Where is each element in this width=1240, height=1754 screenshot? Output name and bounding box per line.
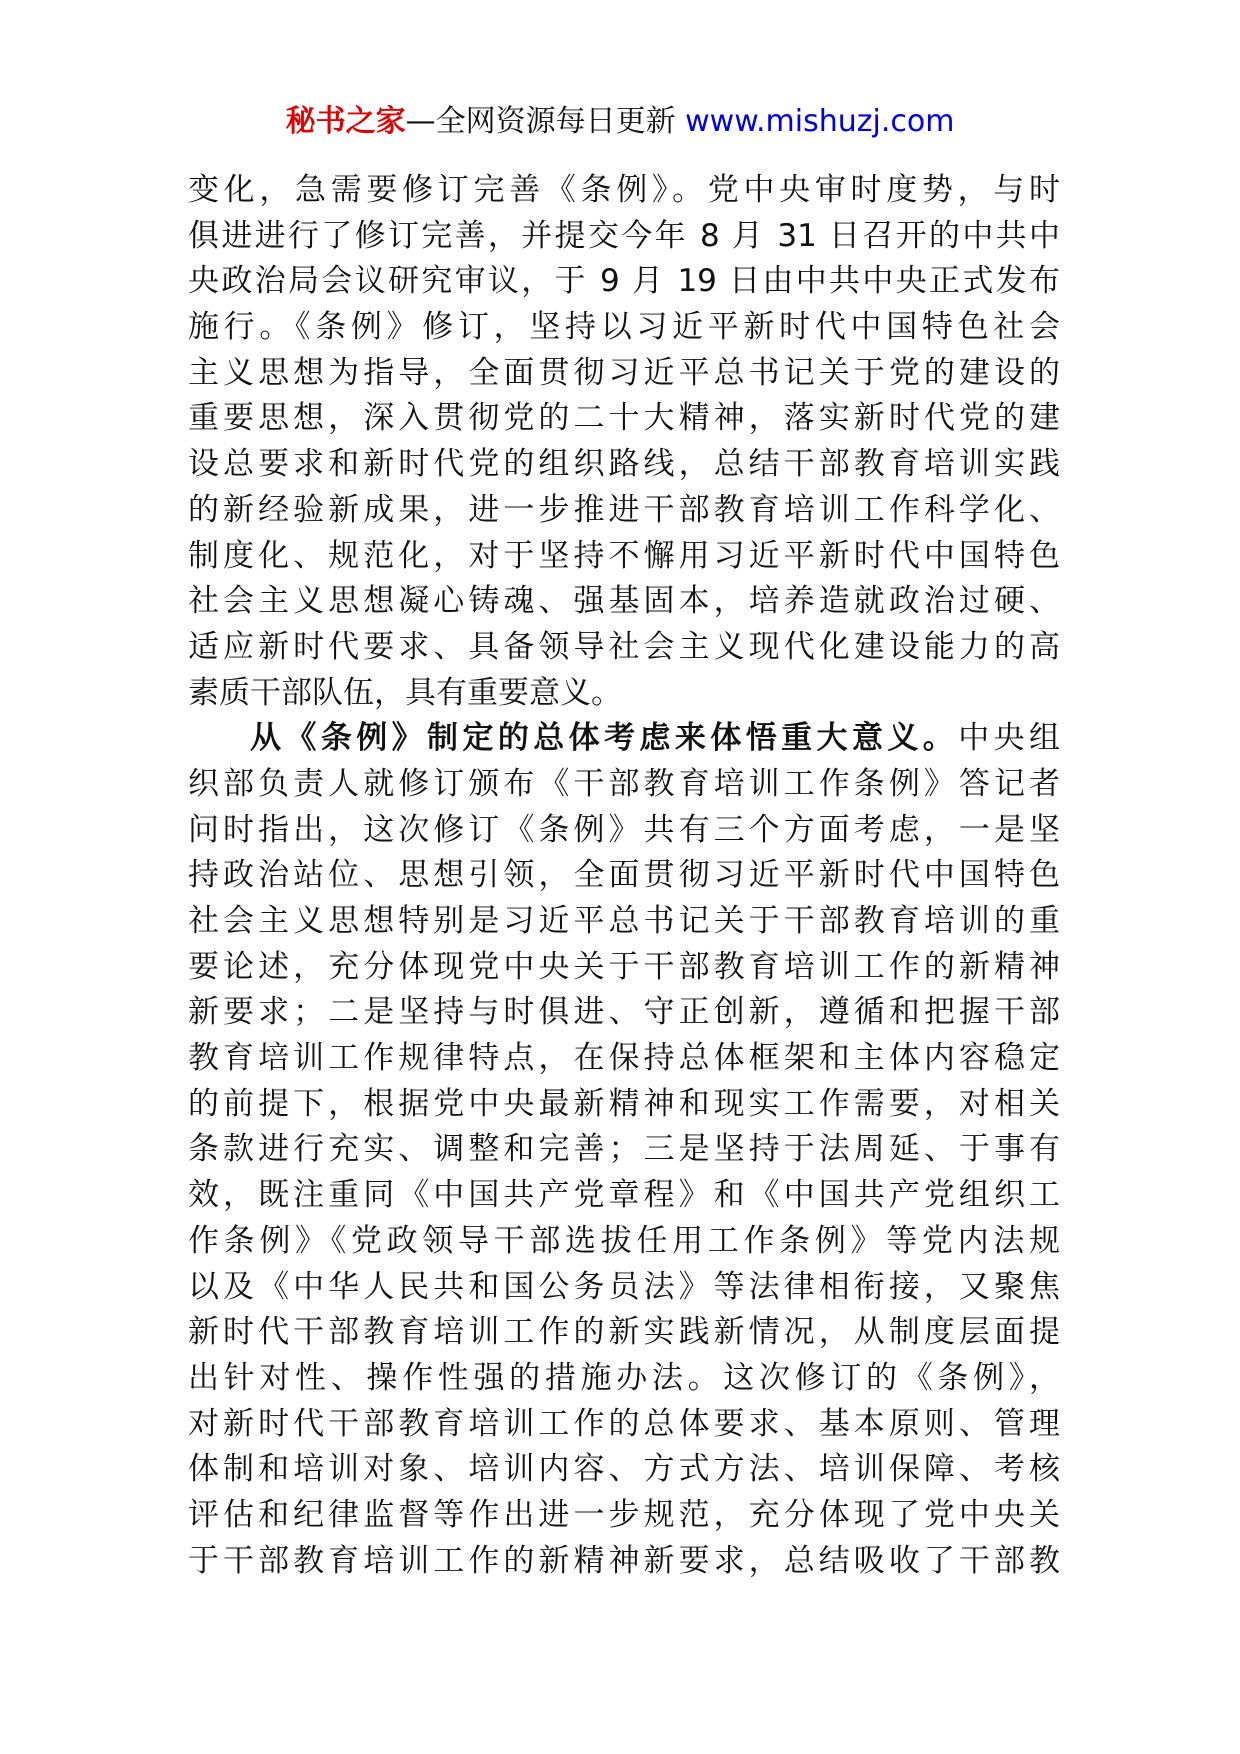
document-body <box>188 168 1060 1584</box>
text-line: 持政治站位、思想引领，全面贯彻习近平新时代中国特色 <box>188 857 1060 894</box>
text-line: 评估和纪律监督等作出进一步规范，充分体现了党中央关 <box>188 1496 1060 1533</box>
text-line: 的新经验新成果，进一步推进干部教育培训工作科学化、 <box>188 491 1060 528</box>
site-url-link[interactable]: www.mishuzj.com <box>685 104 955 139</box>
paragraph-heading: 从《条例》制定的总体考虑来体悟重大意义。 <box>250 720 959 757</box>
text-line: 问时指出，这次修订《条例》共有三个方面考虑，一是坚 <box>188 811 1060 848</box>
text-line: 效，既注重同《中国共产党章程》和《中国共产党组织工 <box>188 1177 1060 1214</box>
page-header <box>0 102 1240 142</box>
site-tagline: —全网资源每日更新 <box>405 104 676 139</box>
site-brand: 秘书之家 <box>285 104 406 139</box>
text-line: 对新时代干部教育培训工作的总体要求、基本原则、管理 <box>188 1405 1060 1442</box>
text-line: 施行。《条例》修订，坚持以习近平新时代中国特色社会 <box>188 309 1060 346</box>
text-line: 条款进行充实、调整和完善；三是坚持于法周延、于事有 <box>188 1131 1060 1168</box>
text-line: 俱进进行了修订完善，并提交今年 8 月 31 日召开的中共中 <box>188 217 1060 254</box>
text-line: 新要求；二是坚持与时俱进、守正创新，遵循和把握干部 <box>188 994 1060 1031</box>
text-line: 教育培训工作规律特点，在保持总体框架和主体内容稳定 <box>188 1040 1060 1077</box>
text-line: 重要思想，深入贯彻党的二十大精神，落实新时代党的建 <box>188 400 1060 437</box>
text-line: 社会主义思想特别是习近平总书记关于干部教育培训的重 <box>188 903 1060 939</box>
text-fragment: 中央组 <box>958 720 1061 757</box>
text-line: 织部负责人就修订颁布《干部教育培训工作条例》答记者 <box>188 765 1060 802</box>
text-line: 于干部教育培训工作的新精神新要求，总结吸收了干部教 <box>188 1542 1060 1579</box>
text-line: 的前提下，根据党中央最新精神和现实工作需要，对相关 <box>188 1085 1060 1122</box>
text-line: 央政治局会议研究审议，于 9 月 19 日由中共中央正式发布 <box>188 263 1060 300</box>
text-line-first <box>188 716 1060 762</box>
text-line: 出针对性、操作性强的措施办法。这次修订的《条例》， <box>188 1359 1060 1396</box>
text-line: 以及《中华人民共和国公务员法》等法律相衔接，又聚焦 <box>188 1268 1060 1305</box>
paragraph-1 <box>188 168 1060 716</box>
text-line: 新时代干部教育培训工作的新实践新情况，从制度层面提 <box>188 1314 1060 1351</box>
text-line: 素质干部队伍，具有重要意义。 <box>188 674 622 711</box>
text-line: 主义思想为指导，全面贯彻习近平总书记关于党的建设的 <box>188 354 1060 391</box>
text-line: 体制和培训对象、培训内容、方式方法、培训保障、考核 <box>188 1451 1060 1488</box>
text-line: 要论述，充分体现党中央关于干部教育培训工作的新精神 <box>188 948 1060 985</box>
text-line: 变化，急需要修订完善《条例》。党中央审时度势，与时 <box>188 172 1060 208</box>
paragraph-2 <box>188 716 1060 1584</box>
text-line: 适应新时代要求、具备领导社会主义现代化建设能力的高 <box>188 628 1060 665</box>
text-line: 作条例》《党政领导干部选拔任用工作条例》等党内法规 <box>188 1222 1060 1259</box>
text-line: 社会主义思想凝心铸魂、强基固本，培养造就政治过硬、 <box>188 583 1060 620</box>
text-line: 制度化、规范化，对于坚持不懈用习近平新时代中国特色 <box>188 537 1060 574</box>
text-line: 设总要求和新时代党的组织路线，总结干部教育培训实践 <box>188 446 1060 483</box>
